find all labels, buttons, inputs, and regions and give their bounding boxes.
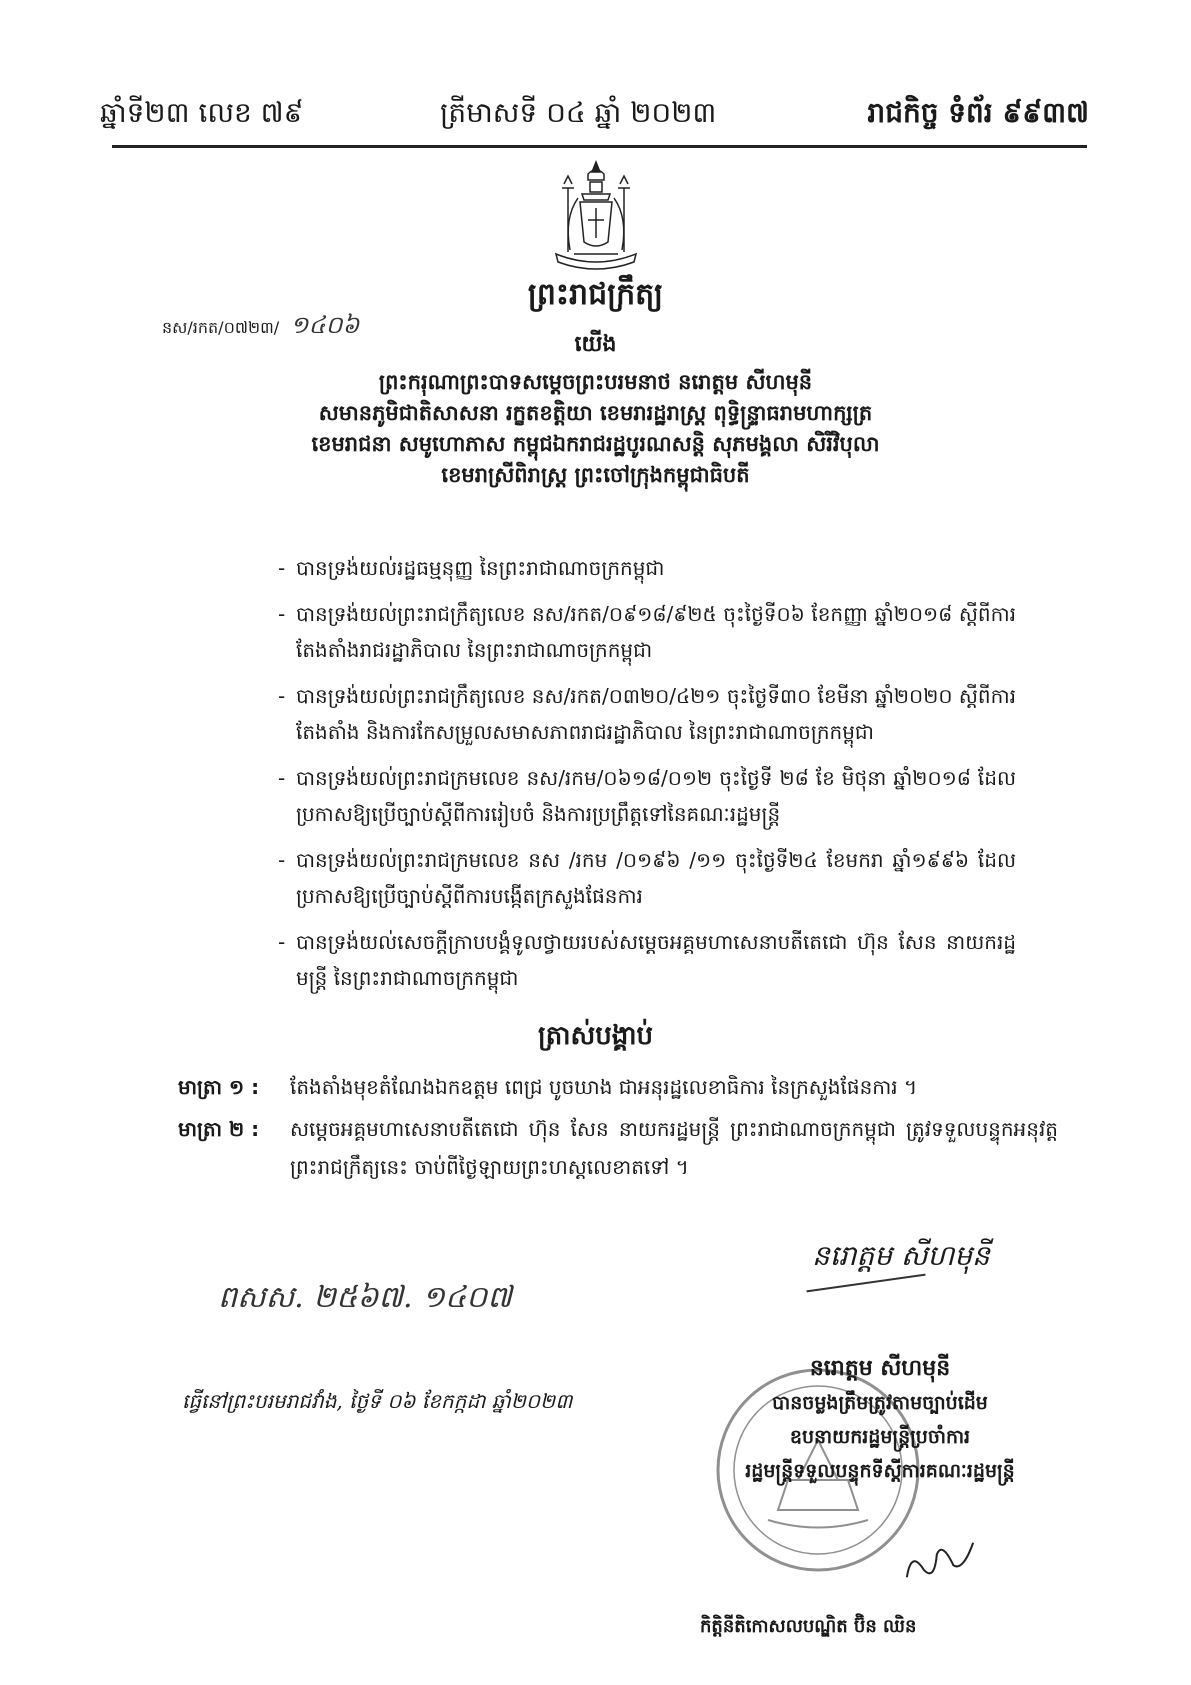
king-title-line: ខេមរាជនា សមូហោភាស កម្ពុជឯករាជរដ្ឋបូរណសន្តិ សុភមង្គលា សិរីវិបុលា	[311, 432, 880, 456]
countersignature-block	[690, 1352, 1070, 1488]
gazette-issue: ឆ្នាំទី២៣ លេខ ៧៩	[100, 96, 304, 129]
king-title-line: សមានភូមិជាតិសាសនា រក្ខតខត្តិយា ខេមរារដ្ឋរាស្ត្រ ពុទ្ធិន្ទ្រាធរាមហាក្សត្រ	[318, 401, 873, 425]
article-label: មាត្រា ២ :	[178, 1117, 260, 1141]
article-text: តែងតាំងមុខតំណែងឯកឧត្តម ពេជ្រ បូចឃាង ជាអនុរដ្ឋលេខាធិការ នៃក្រសួងផែនការ ។	[290, 1075, 918, 1099]
attesting-official: កិត្តិនីតិកោសលបណ្ឌិត ប៊ិន ឈិន	[700, 1616, 917, 1637]
article-text: សម្តេចអគ្គមហាសេនាបតីតេជោ ហ៊ុន សែន នាយករដ្ឋមន្ត្រី ព្រះរាជាណាចក្រកម្ពុជា ត្រូវទទួលបន្ទុកអនុវត្តព្រះរាជក្រឹត្យនេះ ចាប់ពីថ្ងៃឡាយព្រះហស្តលេខាតទៅ ។	[290, 1117, 1058, 1179]
consideration-item: - បានទ្រង់យល់ព្រះរាជក្រឹត្យលេខ នស/រកត/០៣២០/៤២១ ចុះថ្ងៃទី៣០ ខែមីនា ឆ្នាំ២០២០ ស្តីពីការតែងតាំង និងការកែសម្រួលសមាសភាពរាជរដ្ឋាភិបាល នៃព្រះរាជាណាចក្រកម្ពុជា	[278, 684, 1016, 744]
decree-number: នស/រកត/០៧២៣/	[162, 318, 280, 337]
consideration-item: - បានទ្រង់យល់ព្រះរាជក្រមលេខ នស /រកម /០១៩៦ /១១ ចុះថ្ងៃទី២៤ ខែមករា ឆ្នាំ១៩៩៦ ដែលប្រកាសឱ្យប្រើច្បាប់ស្តីពីការបង្កើតក្រសួងផែនការ	[278, 848, 1016, 908]
counter-line: បានចម្លងត្រឹមត្រូវតាមច្បាប់ដើម	[772, 1392, 988, 1414]
gazette-page: រាជកិច្ច ទំព័រ ៩៩៣៧	[867, 96, 1089, 129]
king-title-line: ខេមរាស្រីពិរាស្ត្រ ព្រះចៅក្រុងកម្ពុជាធិបតី	[441, 463, 750, 487]
consideration-item: - បានទ្រង់យល់រដ្ឋធម្មនុញ្ញ នៃព្រះរាជាណាចក្រកម្ពុជា	[278, 556, 665, 580]
issued-place-date: ធ្វើនៅព្រះបរមរាជវាំង, ថ្ងៃទី ០៦ ខែកក្កដា ឆ្នាំ២០២៣	[182, 1389, 573, 1413]
royal-arms-icon	[548, 158, 644, 276]
king-titles	[0, 367, 1191, 491]
counter-name: នរោត្តម សីហមុនី	[809, 1356, 951, 1381]
article-1	[178, 1068, 1058, 1106]
consideration-item: - បានទ្រង់យល់សេចក្តីក្រាបបង្គំទូលថ្វាយរបស់សម្តេចអគ្គមហាសេនាបតីតេជោ ហ៊ុន សែន នាយករដ្ឋមន្ត្រី នៃព្រះរាជាណាចក្រកម្ពុជា	[278, 930, 1016, 990]
decide-heading: ត្រាស់បង្គាប់	[537, 1021, 654, 1051]
article-label: មាត្រា ១ :	[178, 1075, 260, 1099]
king-title-line: ព្រះករុណាព្រះបាទសម្តេចព្រះបរមនាថ នរោត្តម សីហមុនី	[378, 370, 813, 394]
header-divider	[112, 145, 1087, 148]
counter-line: ឧបនាយករដ្ឋមន្ត្រីប្រចាំការ	[789, 1426, 971, 1448]
article-2	[178, 1110, 1058, 1186]
gazette-header	[0, 95, 1191, 135]
counter-line: រដ្ឋមន្ត្រីទទួលបន្ទុកទីស្តីការគណៈរដ្ឋមន្ត្រី	[745, 1460, 1015, 1482]
considerations-list	[278, 550, 1016, 1006]
consideration-item: - បានទ្រង់យល់ព្រះរាជក្រឹត្យលេខ នស/រកត/០៩១៨/៩២៥ ចុះថ្ងៃទី០៦ ខែកញ្ញា ឆ្នាំ២០១៨ ស្តីពីការតែងតាំងរាជរដ្ឋាភិបាល នៃព្រះរាជាណាចក្រកម្ពុជា	[278, 602, 1016, 662]
king-signature: នរោត្តម សីហមុនី	[812, 1239, 990, 1272]
consideration-item: - បានទ្រង់យល់ព្រះរាជក្រមលេខ នស/រកម/០៦១៨/០១២ ចុះថ្ងៃទី ២៨ ខែ មិថុនា ឆ្នាំ២០១៨ ដែលប្រកាសឱ្យប្រើច្បាប់ស្តីពីការរៀបចំ និងការប្រព្រឹត្តទៅនៃគណៈរដ្ឋមន្ត្រី	[278, 766, 1016, 826]
decree-handwritten-number: ១៤០៦	[290, 311, 360, 339]
document-title: ព្រះរាជក្រឹត្យ	[527, 277, 664, 312]
gazette-date: ត្រីមាសទី ០៤ ឆ្នាំ ២០២៣	[440, 96, 717, 129]
document-we: យើង	[574, 332, 617, 357]
handwritten-lunar-date: ពសស. ២៥៦៧. ១៤០៧	[218, 1280, 512, 1315]
